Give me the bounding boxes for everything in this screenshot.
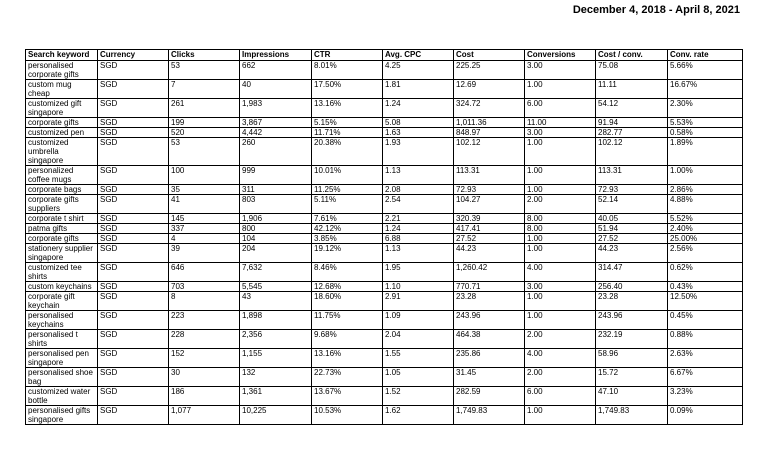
ctr-cell: 20.38% bbox=[312, 138, 383, 166]
conv-rate-cell: 1.00% bbox=[668, 166, 743, 185]
ctr-cell: 17.50% bbox=[312, 80, 383, 99]
cost-cell: 23.28 bbox=[454, 292, 525, 311]
cost-cell: 113.31 bbox=[454, 166, 525, 185]
currency-cell: SGD bbox=[98, 349, 169, 368]
keyword-cell: customized gift singapore bbox=[26, 99, 98, 118]
keyword-cell: personalised pen singapore bbox=[26, 349, 98, 368]
ctr-cell: 12.68% bbox=[312, 282, 383, 292]
table-row bbox=[26, 224, 743, 234]
impressions-cell: 1,906 bbox=[240, 214, 312, 224]
keyword-cell: personalised t shirts bbox=[26, 330, 98, 349]
cost-cell: 31.45 bbox=[454, 368, 525, 387]
conv-rate-cell: 1.89% bbox=[668, 138, 743, 166]
ctr-cell: 18.60% bbox=[312, 292, 383, 311]
conversions-cell: 1.00 bbox=[525, 311, 596, 330]
column-header-cost: Cost bbox=[454, 50, 525, 61]
cost-per-conv-cell: 47.10 bbox=[596, 387, 668, 406]
cost-per-conv-cell: 314.47 bbox=[596, 263, 668, 282]
ctr-cell: 5.11% bbox=[312, 195, 383, 214]
clicks-cell: 7 bbox=[169, 80, 240, 99]
cost-per-conv-cell: 44.23 bbox=[596, 244, 668, 263]
conversions-cell: 3.00 bbox=[525, 282, 596, 292]
impressions-cell: 1,155 bbox=[240, 349, 312, 368]
keyword-cell: customized pen bbox=[26, 128, 98, 138]
keyword-cell: personalised corporate gifts bbox=[26, 61, 98, 80]
conv-rate-cell: 6.67% bbox=[668, 368, 743, 387]
cost-cell: 282.59 bbox=[454, 387, 525, 406]
conv-rate-cell: 0.45% bbox=[668, 311, 743, 330]
conv-rate-cell: 2.40% bbox=[668, 224, 743, 234]
avg-cpc-cell: 2.21 bbox=[383, 214, 454, 224]
ctr-cell: 13.16% bbox=[312, 99, 383, 118]
cost-per-conv-cell: 27.52 bbox=[596, 234, 668, 244]
clicks-cell: 8 bbox=[169, 292, 240, 311]
table-row bbox=[26, 166, 743, 185]
column-header-search-keyword: Search keyword bbox=[26, 50, 98, 61]
ctr-cell: 11.71% bbox=[312, 128, 383, 138]
currency-cell: SGD bbox=[98, 234, 169, 244]
conv-rate-cell: 0.88% bbox=[668, 330, 743, 349]
clicks-cell: 39 bbox=[169, 244, 240, 263]
avg-cpc-cell: 2.54 bbox=[383, 195, 454, 214]
conversions-cell: 1.00 bbox=[525, 292, 596, 311]
keyword-cell: stationery supplier singapore bbox=[26, 244, 98, 263]
impressions-cell: 10,225 bbox=[240, 406, 312, 425]
clicks-cell: 703 bbox=[169, 282, 240, 292]
cost-cell: 324.72 bbox=[454, 99, 525, 118]
column-header-cost-per-conv: Cost / conv. bbox=[596, 50, 668, 61]
table-row bbox=[26, 99, 743, 118]
cost-per-conv-cell: 1,749.83 bbox=[596, 406, 668, 425]
keyword-cell: corporate gifts suppliers bbox=[26, 195, 98, 214]
conv-rate-cell: 2.30% bbox=[668, 99, 743, 118]
avg-cpc-cell: 1.24 bbox=[383, 99, 454, 118]
impressions-cell: 7,632 bbox=[240, 263, 312, 282]
clicks-cell: 30 bbox=[169, 368, 240, 387]
impressions-cell: 260 bbox=[240, 138, 312, 166]
currency-cell: SGD bbox=[98, 138, 169, 166]
impressions-cell: 1,898 bbox=[240, 311, 312, 330]
conv-rate-cell: 4.88% bbox=[668, 195, 743, 214]
conv-rate-cell: 5.66% bbox=[668, 61, 743, 80]
currency-cell: SGD bbox=[98, 214, 169, 224]
table-row bbox=[26, 61, 743, 80]
clicks-cell: 228 bbox=[169, 330, 240, 349]
keyword-report-table bbox=[25, 49, 743, 425]
conv-rate-cell: 0.43% bbox=[668, 282, 743, 292]
impressions-cell: 800 bbox=[240, 224, 312, 234]
cost-per-conv-cell: 58.96 bbox=[596, 349, 668, 368]
table-row bbox=[26, 330, 743, 349]
currency-cell: SGD bbox=[98, 166, 169, 185]
cost-per-conv-cell: 23.28 bbox=[596, 292, 668, 311]
cost-per-conv-cell: 256.40 bbox=[596, 282, 668, 292]
cost-per-conv-cell: 52.14 bbox=[596, 195, 668, 214]
clicks-cell: 199 bbox=[169, 118, 240, 128]
table-row bbox=[26, 368, 743, 387]
currency-cell: SGD bbox=[98, 406, 169, 425]
avg-cpc-cell: 1.09 bbox=[383, 311, 454, 330]
avg-cpc-cell: 1.81 bbox=[383, 80, 454, 99]
keyword-cell: custom mug cheap bbox=[26, 80, 98, 99]
table-row bbox=[26, 214, 743, 224]
table-row bbox=[26, 387, 743, 406]
cost-cell: 848.97 bbox=[454, 128, 525, 138]
table-row bbox=[26, 282, 743, 292]
impressions-cell: 662 bbox=[240, 61, 312, 80]
keyword-cell: corporate gifts bbox=[26, 118, 98, 128]
currency-cell: SGD bbox=[98, 118, 169, 128]
table-row bbox=[26, 244, 743, 263]
impressions-cell: 999 bbox=[240, 166, 312, 185]
cost-cell: 104.27 bbox=[454, 195, 525, 214]
table-row bbox=[26, 311, 743, 330]
avg-cpc-cell: 2.91 bbox=[383, 292, 454, 311]
conv-rate-cell: 3.23% bbox=[668, 387, 743, 406]
column-header-ctr: CTR bbox=[312, 50, 383, 61]
column-header-currency: Currency bbox=[98, 50, 169, 61]
currency-cell: SGD bbox=[98, 368, 169, 387]
conversions-cell: 1.00 bbox=[525, 138, 596, 166]
ctr-cell: 3.85% bbox=[312, 234, 383, 244]
clicks-cell: 223 bbox=[169, 311, 240, 330]
clicks-cell: 53 bbox=[169, 61, 240, 80]
clicks-cell: 145 bbox=[169, 214, 240, 224]
cost-cell: 1,011.36 bbox=[454, 118, 525, 128]
conversions-cell: 4.00 bbox=[525, 263, 596, 282]
ctr-cell: 19.12% bbox=[312, 244, 383, 263]
ctr-cell: 10.53% bbox=[312, 406, 383, 425]
conversions-cell: 1.00 bbox=[525, 406, 596, 425]
column-header-avg-cpc: Avg. CPC bbox=[383, 50, 454, 61]
avg-cpc-cell: 1.95 bbox=[383, 263, 454, 282]
clicks-cell: 152 bbox=[169, 349, 240, 368]
conv-rate-cell: 5.53% bbox=[668, 118, 743, 128]
ctr-cell: 13.16% bbox=[312, 349, 383, 368]
impressions-cell: 311 bbox=[240, 185, 312, 195]
impressions-cell: 3,867 bbox=[240, 118, 312, 128]
avg-cpc-cell: 1.05 bbox=[383, 368, 454, 387]
currency-cell: SGD bbox=[98, 195, 169, 214]
cost-cell: 102.12 bbox=[454, 138, 525, 166]
ctr-cell: 11.75% bbox=[312, 311, 383, 330]
conversions-cell: 4.00 bbox=[525, 349, 596, 368]
table-row bbox=[26, 80, 743, 99]
table-row bbox=[26, 234, 743, 244]
cost-cell: 12.69 bbox=[454, 80, 525, 99]
avg-cpc-cell: 1.24 bbox=[383, 224, 454, 234]
clicks-cell: 1,077 bbox=[169, 406, 240, 425]
clicks-cell: 646 bbox=[169, 263, 240, 282]
avg-cpc-cell: 5.08 bbox=[383, 118, 454, 128]
cost-cell: 72.93 bbox=[454, 185, 525, 195]
conversions-cell: 1.00 bbox=[525, 234, 596, 244]
avg-cpc-cell: 2.04 bbox=[383, 330, 454, 349]
column-header-conversions: Conversions bbox=[525, 50, 596, 61]
ctr-cell: 10.01% bbox=[312, 166, 383, 185]
conversions-cell: 8.00 bbox=[525, 224, 596, 234]
conv-rate-cell: 5.52% bbox=[668, 214, 743, 224]
keyword-cell: patma gifts bbox=[26, 224, 98, 234]
keyword-cell: personalised gifts singapore bbox=[26, 406, 98, 425]
conversions-cell: 6.00 bbox=[525, 387, 596, 406]
cost-cell: 320.39 bbox=[454, 214, 525, 224]
currency-cell: SGD bbox=[98, 387, 169, 406]
impressions-cell: 803 bbox=[240, 195, 312, 214]
conv-rate-cell: 25.00% bbox=[668, 234, 743, 244]
impressions-cell: 40 bbox=[240, 80, 312, 99]
ctr-cell: 8.46% bbox=[312, 263, 383, 282]
cost-cell: 417.41 bbox=[454, 224, 525, 234]
keyword-cell: personalized coffee mugs bbox=[26, 166, 98, 185]
impressions-cell: 104 bbox=[240, 234, 312, 244]
ctr-cell: 5.15% bbox=[312, 118, 383, 128]
clicks-cell: 337 bbox=[169, 224, 240, 234]
keyword-cell: customized umbrella singapore bbox=[26, 138, 98, 166]
cost-per-conv-cell: 282.77 bbox=[596, 128, 668, 138]
cost-cell: 1,260.42 bbox=[454, 263, 525, 282]
impressions-cell: 2,356 bbox=[240, 330, 312, 349]
date-range: December 4, 2018 - April 8, 2021 bbox=[572, 4, 740, 16]
table-row bbox=[26, 263, 743, 282]
column-header-clicks: Clicks bbox=[169, 50, 240, 61]
currency-cell: SGD bbox=[98, 330, 169, 349]
conv-rate-cell: 2.63% bbox=[668, 349, 743, 368]
cost-per-conv-cell: 243.96 bbox=[596, 311, 668, 330]
conversions-cell: 1.00 bbox=[525, 80, 596, 99]
cost-per-conv-cell: 11.11 bbox=[596, 80, 668, 99]
clicks-cell: 100 bbox=[169, 166, 240, 185]
keyword-cell: custom keychains bbox=[26, 282, 98, 292]
cost-per-conv-cell: 91.94 bbox=[596, 118, 668, 128]
impressions-cell: 4,442 bbox=[240, 128, 312, 138]
clicks-cell: 520 bbox=[169, 128, 240, 138]
impressions-cell: 204 bbox=[240, 244, 312, 263]
conversions-cell: 3.00 bbox=[525, 128, 596, 138]
avg-cpc-cell: 1.13 bbox=[383, 166, 454, 185]
conversions-cell: 2.00 bbox=[525, 330, 596, 349]
table-header-row bbox=[26, 50, 743, 61]
currency-cell: SGD bbox=[98, 80, 169, 99]
cost-cell: 235.86 bbox=[454, 349, 525, 368]
ctr-cell: 42.12% bbox=[312, 224, 383, 234]
clicks-cell: 261 bbox=[169, 99, 240, 118]
conversions-cell: 6.00 bbox=[525, 99, 596, 118]
impressions-cell: 43 bbox=[240, 292, 312, 311]
table-row bbox=[26, 406, 743, 425]
cost-per-conv-cell: 232.19 bbox=[596, 330, 668, 349]
conversions-cell: 3.00 bbox=[525, 61, 596, 80]
conv-rate-cell: 16.67% bbox=[668, 80, 743, 99]
currency-cell: SGD bbox=[98, 99, 169, 118]
cost-cell: 44.23 bbox=[454, 244, 525, 263]
currency-cell: SGD bbox=[98, 311, 169, 330]
table-row bbox=[26, 195, 743, 214]
cost-per-conv-cell: 51.94 bbox=[596, 224, 668, 234]
avg-cpc-cell: 2.08 bbox=[383, 185, 454, 195]
impressions-cell: 132 bbox=[240, 368, 312, 387]
column-header-impressions: Impressions bbox=[240, 50, 312, 61]
cost-cell: 770.71 bbox=[454, 282, 525, 292]
keyword-cell: personalised keychains bbox=[26, 311, 98, 330]
currency-cell: SGD bbox=[98, 61, 169, 80]
cost-per-conv-cell: 40.05 bbox=[596, 214, 668, 224]
currency-cell: SGD bbox=[98, 263, 169, 282]
avg-cpc-cell: 1.93 bbox=[383, 138, 454, 166]
table-row bbox=[26, 118, 743, 128]
keyword-cell: corporate gifts bbox=[26, 234, 98, 244]
ctr-cell: 7.61% bbox=[312, 214, 383, 224]
clicks-cell: 35 bbox=[169, 185, 240, 195]
keyword-cell: customized water bottle bbox=[26, 387, 98, 406]
cost-per-conv-cell: 54.12 bbox=[596, 99, 668, 118]
currency-cell: SGD bbox=[98, 282, 169, 292]
keyword-cell: corporate t shirt bbox=[26, 214, 98, 224]
conv-rate-cell: 0.58% bbox=[668, 128, 743, 138]
conversions-cell: 1.00 bbox=[525, 244, 596, 263]
column-header-conv-rate: Conv. rate bbox=[668, 50, 743, 61]
cost-cell: 27.52 bbox=[454, 234, 525, 244]
conversions-cell: 1.00 bbox=[525, 166, 596, 185]
ctr-cell: 22.73% bbox=[312, 368, 383, 387]
cost-per-conv-cell: 75.08 bbox=[596, 61, 668, 80]
currency-cell: SGD bbox=[98, 128, 169, 138]
ctr-cell: 13.67% bbox=[312, 387, 383, 406]
conv-rate-cell: 0.62% bbox=[668, 263, 743, 282]
ctr-cell: 9.68% bbox=[312, 330, 383, 349]
conv-rate-cell: 12.50% bbox=[668, 292, 743, 311]
avg-cpc-cell: 4.25 bbox=[383, 61, 454, 80]
impressions-cell: 1,361 bbox=[240, 387, 312, 406]
avg-cpc-cell: 6.88 bbox=[383, 234, 454, 244]
table-row bbox=[26, 185, 743, 195]
clicks-cell: 4 bbox=[169, 234, 240, 244]
conversions-cell: 1.00 bbox=[525, 185, 596, 195]
currency-cell: SGD bbox=[98, 292, 169, 311]
conv-rate-cell: 2.56% bbox=[668, 244, 743, 263]
clicks-cell: 186 bbox=[169, 387, 240, 406]
conversions-cell: 11.00 bbox=[525, 118, 596, 128]
keyword-cell: personalised shoe bag bbox=[26, 368, 98, 387]
table-row bbox=[26, 138, 743, 166]
conversions-cell: 8.00 bbox=[525, 214, 596, 224]
avg-cpc-cell: 1.10 bbox=[383, 282, 454, 292]
ctr-cell: 8.01% bbox=[312, 61, 383, 80]
cost-per-conv-cell: 102.12 bbox=[596, 138, 668, 166]
cost-cell: 464.38 bbox=[454, 330, 525, 349]
cost-per-conv-cell: 72.93 bbox=[596, 185, 668, 195]
currency-cell: SGD bbox=[98, 244, 169, 263]
cost-cell: 243.96 bbox=[454, 311, 525, 330]
cost-cell: 1,749.83 bbox=[454, 406, 525, 425]
table-row bbox=[26, 128, 743, 138]
keyword-cell: corporate gift keychain bbox=[26, 292, 98, 311]
avg-cpc-cell: 1.13 bbox=[383, 244, 454, 263]
currency-cell: SGD bbox=[98, 185, 169, 195]
impressions-cell: 5,545 bbox=[240, 282, 312, 292]
currency-cell: SGD bbox=[98, 224, 169, 234]
conversions-cell: 2.00 bbox=[525, 368, 596, 387]
cost-cell: 225.25 bbox=[454, 61, 525, 80]
keyword-cell: corporate bags bbox=[26, 185, 98, 195]
ctr-cell: 11.25% bbox=[312, 185, 383, 195]
impressions-cell: 1,983 bbox=[240, 99, 312, 118]
avg-cpc-cell: 1.52 bbox=[383, 387, 454, 406]
cost-per-conv-cell: 15.72 bbox=[596, 368, 668, 387]
conversions-cell: 2.00 bbox=[525, 195, 596, 214]
clicks-cell: 53 bbox=[169, 138, 240, 166]
conv-rate-cell: 0.09% bbox=[668, 406, 743, 425]
keyword-cell: customized tee shirts bbox=[26, 263, 98, 282]
avg-cpc-cell: 1.55 bbox=[383, 349, 454, 368]
table-row bbox=[26, 292, 743, 311]
cost-per-conv-cell: 113.31 bbox=[596, 166, 668, 185]
table-row bbox=[26, 349, 743, 368]
conv-rate-cell: 2.86% bbox=[668, 185, 743, 195]
clicks-cell: 41 bbox=[169, 195, 240, 214]
avg-cpc-cell: 1.62 bbox=[383, 406, 454, 425]
avg-cpc-cell: 1.63 bbox=[383, 128, 454, 138]
